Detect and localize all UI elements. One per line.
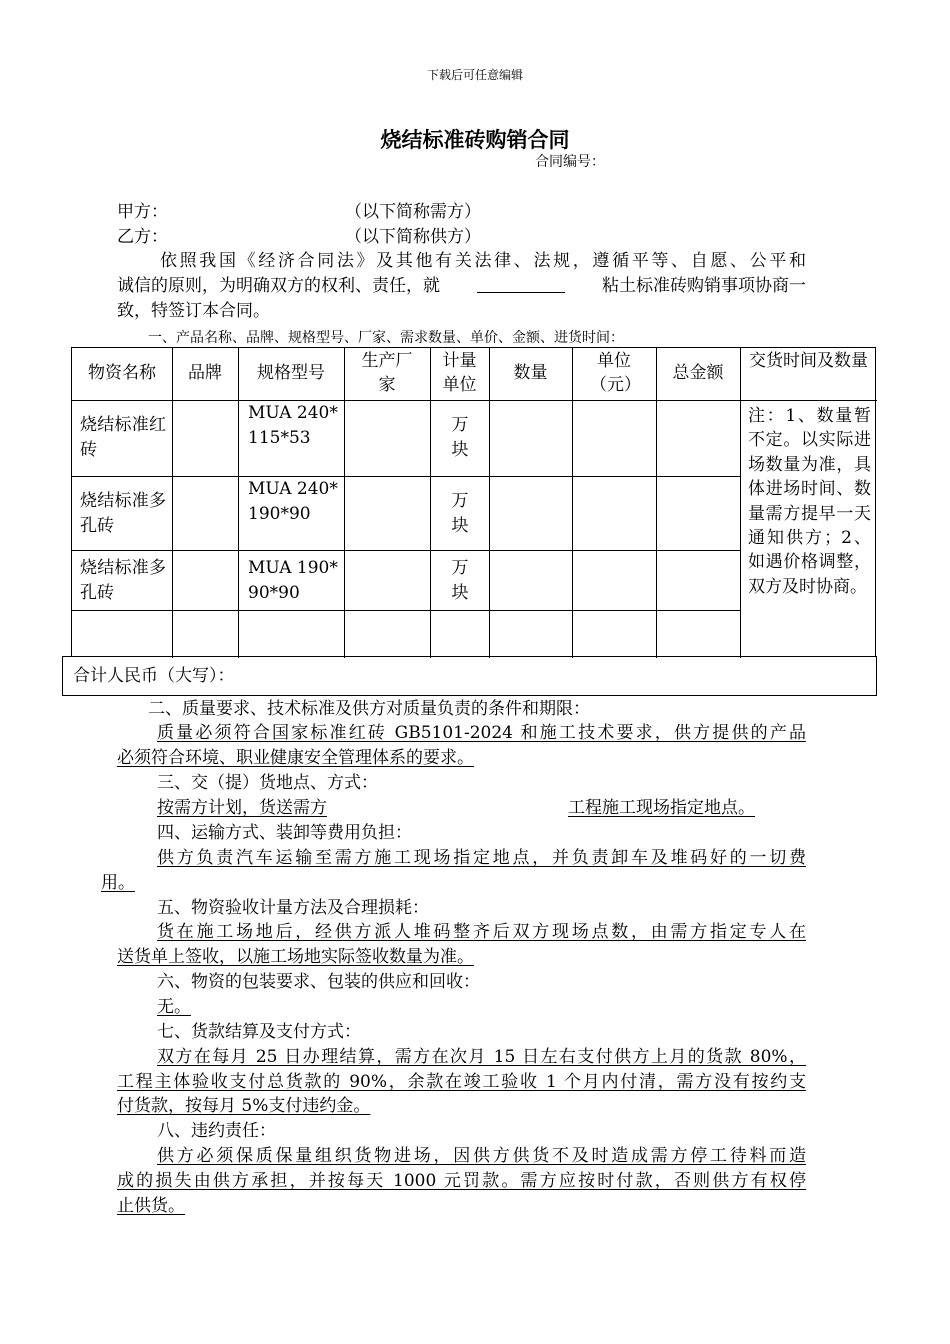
section-8-body-3: 止供货。 [117, 1196, 185, 1216]
row2-unit: 万块 [451, 491, 469, 536]
row2-name: 烧结标准多孔砖 [80, 491, 166, 536]
row2-spec: MUA 240*190*90 [248, 479, 338, 524]
party-b-note: （以下简称供方） [345, 227, 481, 247]
section-7-body-2: 工程主体验收支付总货款的 90%，余款在竣工验收 1 个月内付清，需方没有按约支 [117, 1072, 806, 1092]
row3-name: 烧结标准多孔砖 [80, 558, 166, 603]
intro-line-1: 依照我国《经济合同法》及其他有关法律、法规，遵循平等、自愿、公平和 [160, 251, 806, 271]
intro-line-2a: 诚信的原则，为明确双方的权利、责任，就 [117, 276, 440, 296]
section-8-title: 八、违约责任： [157, 1121, 276, 1141]
section-3-body [157, 796, 755, 821]
total-amount-row [62, 656, 877, 696]
party-b-label: 乙方： [117, 227, 168, 247]
product-table [71, 347, 876, 657]
row1-spec: MUA 240*115*53 [248, 403, 338, 448]
section-2-body-1: 质量必须符合国家标准红砖 GB5101-2024 和施工技术要求，供方提供的产品 [157, 723, 806, 743]
header-total-amount: 总金额 [672, 363, 724, 383]
section-3-title: 三、交（提）货地点、方式： [157, 773, 378, 793]
header-unit: 计量单位 [442, 351, 477, 395]
header-quantity: 数量 [513, 363, 548, 383]
page-title: 烧结标准砖购销合同 [380, 128, 570, 152]
contract-number-label: 合同编号： [535, 154, 605, 170]
section-5-body-1: 货在施工场地后，经供方派人堆码整齐后双方现场点数，由需方指定专人在 [157, 922, 806, 942]
section-3-body-b: 工程施工现场指定地点。 [568, 798, 755, 818]
row1-name: 烧结标准红砖 [80, 415, 166, 460]
total-amount-label: 合计人民币（大写）： [73, 666, 235, 686]
section-4-title: 四、运输方式、装卸等费用负担： [157, 823, 412, 843]
party-a-label: 甲方： [117, 202, 168, 222]
header-unit-price: 单位（元） [590, 351, 641, 395]
row1-unit: 万块 [451, 415, 469, 460]
row3-unit: 万块 [451, 558, 469, 603]
header-spec: 规格型号 [257, 363, 325, 383]
header-delivery: 交货时间及数量 [749, 351, 868, 371]
section-2-title: 二、质量要求、技术标准及供方对质量负责的条件和期限： [148, 699, 590, 719]
section-8-body-2: 成的损失由供方承担，并按每天 1000 元罚款。需方应按时付款，否则供方有权停 [117, 1171, 806, 1191]
section-7-title: 七、货款结算及支付方式： [157, 1022, 361, 1042]
section-2-body-2: 必须符合环境、职业健康安全管理体系的要求。 [117, 748, 474, 768]
section-3-body-a: 按需方计划，货送需方 [157, 798, 327, 818]
header-manufacturer: 生产厂家 [361, 351, 413, 395]
intro-blank [477, 274, 565, 293]
header-material-name: 物资名称 [88, 363, 156, 383]
delivery-note: 注：1、数量暂不定。以实际进场数量为准，具体进场时间、数量需方提早一天通知供方；2、如遇价格调整，双方及时协商。 [748, 406, 871, 597]
section-6-body: 无。 [157, 997, 191, 1017]
party-a-note: （以下简称需方） [345, 202, 481, 222]
header-brand: 品牌 [188, 363, 222, 383]
intro-line-3: 致，特签订本合同。 [117, 301, 270, 321]
section-8-body-1: 供方必须保质保量组织货物进场，因供方供货不及时造成需方停工待料而造 [157, 1146, 806, 1166]
section-4-body-2: 用。 [101, 873, 135, 893]
section-5-body-2: 送货单上签收，以施工场地实际签收数量为准。 [117, 947, 474, 967]
section-4-body-1: 供方负责汽车运输至需方施工现场指定地点，并负责卸车及堆码好的一切费 [157, 848, 806, 868]
download-note: 下载后可任意编辑 [426, 68, 523, 82]
section-6-title: 六、物资的包装要求、包装的供应和回收： [157, 972, 480, 992]
intro-line-2 [117, 274, 806, 299]
section-5-title: 五、物资验收计量方法及合理损耗： [157, 898, 429, 918]
intro-line-2b: 粘土标准砖购销事项协商一 [602, 276, 806, 296]
section-7-body-3: 付货款，按每月 5%支付违约金。 [117, 1096, 371, 1116]
section-7-body-1: 双方在每月 25 日办理结算，需方在次月 15 日左右支付供方上月的货款 80%， [157, 1047, 806, 1067]
row3-spec: MUA 190*90*90 [248, 558, 338, 603]
section-1-title: 一、产品名称、品牌、规格型号、厂家、需求数量、单价、金额、进货时间： [148, 330, 624, 346]
